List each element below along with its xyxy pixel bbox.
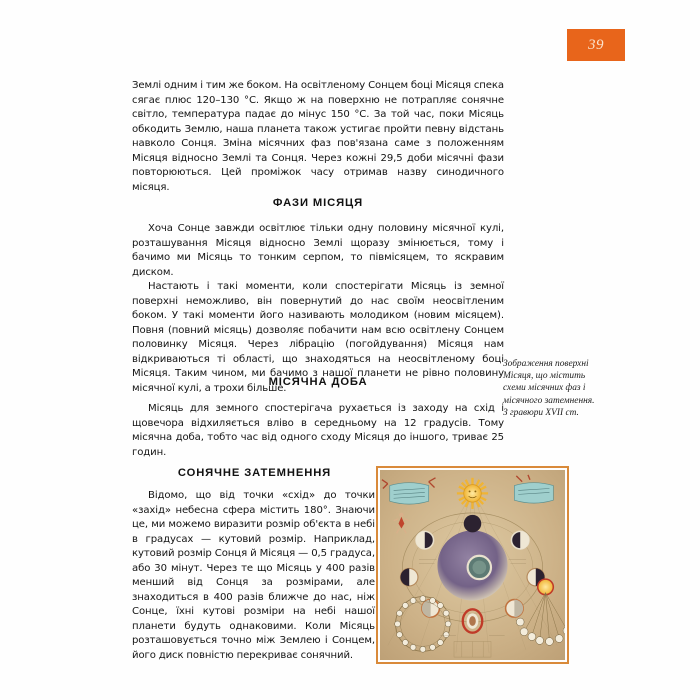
intro-paragraph: Землі одним і тим же боком. На освітленому Сонцем боці Місяця спека сягає плюс 120–130 °С. Якщо ж на поверхню не потрапляє сонячне світло, температура падає до мінус 150 °С. За той час, поки Місяць обкодить Землю, наша планета також устигає пройти певну відстань навколо Сонця. Зміна місячних фаз пов'язана саме з положенням Місяця відносно Землі та Сонця. Через кожні 29,5 доби місячні фази повторюються. Цей проміжок часу отримав назву синодичного місяця.	[132, 80, 505, 193]
section-body-moon-phases	[132, 222, 504, 397]
section-heading-lunar-day	[132, 376, 504, 388]
section-body-lunar-day	[132, 402, 504, 460]
paragraph: Хоча Сонце завжди освітлює тільки одну половину місячної кулі, розташування Місяця відносно Землі щоразу змінюється, тому і бачимо ми Місяць то тонким серпом, то півмісяцем, то яскравим диском.	[132, 223, 504, 278]
heading-label: ФАЗИ МІСЯЦЯ	[272, 197, 364, 209]
paragraph: Настають і такі моменти, коли спостерігати Місяць із земної поверхні неможливо, він повернутий до нас своїм неосвітленим боком. У такі моменти його називають молодиком (новим місяцем). Повня (повний місяць) дозволяє побачити нам всю освітлену Сонцем половинку Місяця. Через лібрацію (погойдування) Місяця нам відкриваються ті області, що знаходяться на неосвітленому боці Місяця. Таким чином, ми бачимо з нашої планети не рівно половину місячної кулі, а трохи більше.	[132, 281, 504, 395]
moon-surface-engraving-graphic	[380, 470, 565, 660]
page-number-badge: 39	[567, 29, 625, 61]
section-body-solar-eclipse	[132, 489, 375, 664]
paragraph: Місяць для земного спостерігача рухається із заходу на схід і щовечора відхиляється вліво в середньому на 12 градусів. Тому місячна доба, тобто час від одного сходу Місяця до іншого, триває 25 годин.	[132, 403, 504, 458]
illustration-canvas	[380, 470, 565, 660]
intro-text-block	[132, 79, 504, 195]
section-heading-moon-phases	[132, 197, 504, 209]
figure-caption: Зображення поверхні Місяця, що містить схеми місячних фаз і місячного затемнення. З гравюри XVII ст.	[503, 359, 595, 418]
section-heading-solar-eclipse	[132, 467, 377, 479]
moon-engraving-illustration	[376, 466, 569, 664]
heading-label: МІСЯЧНА ДОБА	[268, 376, 368, 388]
heading-label: СОНЯЧНЕ ЗАТЕМНЕННЯ	[177, 467, 332, 479]
paragraph: Відомо, що від точки «схід» до точки «захід» небесна сфера містить 180°. Знаючи це, ми можемо виразити розмір об'єкта в небі в градусах — кутовий розмір. Наприклад, кутовий розмір Сонця й Місяця — 0,5 градуса, або 30 мінут. Через те що Місяць у 400 разів менший від Сонця за розмірами, але знаходиться в 400 разів ближче до нас, ніж Сонце, їхні кутові розміри на небі нашої планети будуть однаковими. Коли Місяць розташовується точно між Землею і Сонцем, його диск повністю перекриває сонячний.	[132, 490, 375, 662]
